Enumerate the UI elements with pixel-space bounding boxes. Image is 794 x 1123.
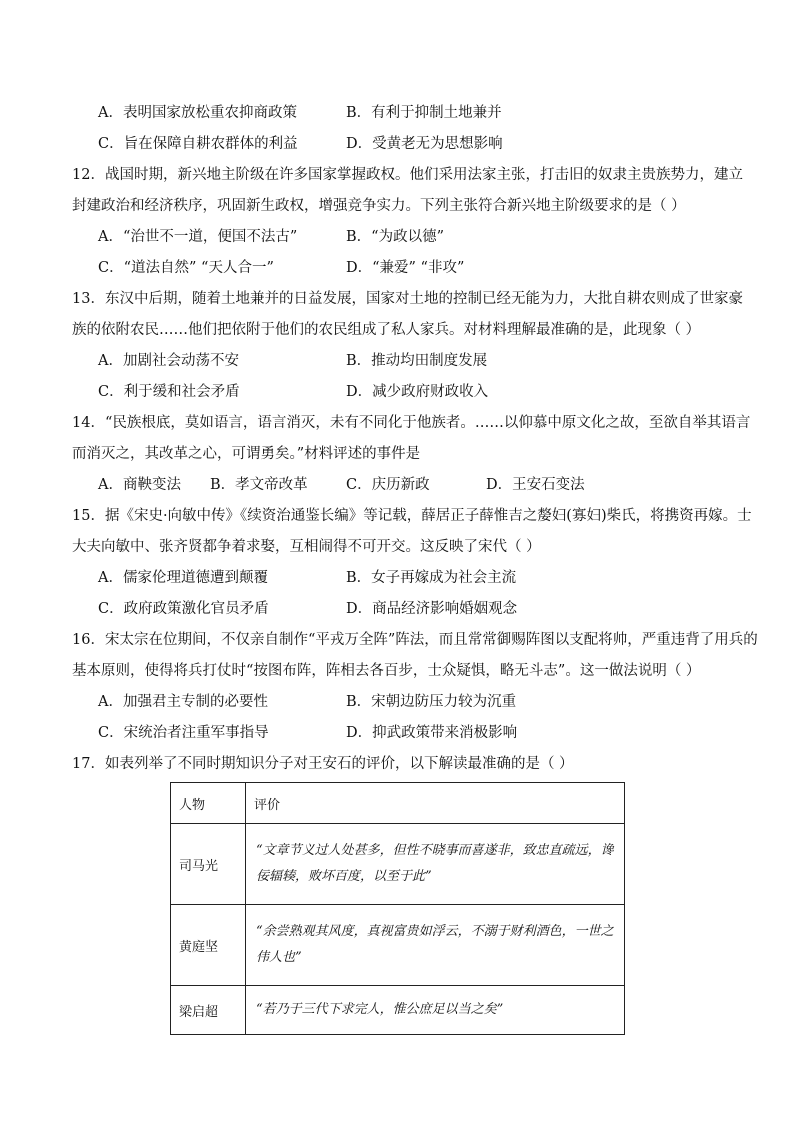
q16-option-b: B．宋朝边防压力较为沉重	[346, 694, 517, 710]
table-cell-comment: “若乃于三代下求完人，惟公庶足以当之矣”	[246, 986, 625, 1035]
q13-option-a: A．加剧社会动荡不安	[98, 353, 239, 369]
q12-option-a: A．“治世不一道，便国不法古”	[98, 229, 298, 245]
q11-option-c: C．旨在保障自耕农群体的利益	[98, 136, 298, 152]
table-cell-comment: “文章节义过人处甚多，但性不晓事而喜遂非，致忠直疏远，谗佞辐辏，败坏百度，以至于此”	[246, 824, 625, 905]
q15-stem-line1: 15．据《宋史·向敏中传》《续资治通鉴长编》等记载，薛居正子薛惟吉之嫠妇(寡妇)柴氏，将携资再嫁。士	[72, 508, 752, 524]
q15-option-d: D．商品经济影响婚姻观念	[346, 601, 518, 617]
table-cell-comment: “余尝熟观其风度，真视富贵如浮云，不溺于财利酒色，一世之伟人也”	[246, 905, 625, 986]
q14-option-a: A．商鞅变法	[98, 477, 181, 493]
q13-option-b: B．推动均田制度发展	[346, 353, 488, 369]
table-header-comment: 评价	[246, 783, 625, 824]
q14-stem-line2: 而消灭之，其改革之心，可谓勇矣。”材料评述的事件是	[72, 446, 421, 462]
q11-option-a: A．表明国家放松重农抑商政策	[98, 105, 297, 121]
table-header-person: 人物	[171, 783, 246, 824]
table-cell-person: 司马光	[171, 824, 246, 905]
q13-option-d: D．减少政府财政收入	[346, 384, 489, 400]
q15-stem-line2: 大夫向敏中、张齐贤都争着求娶，互相闹得不可开交。这反映了宋代（ ）	[72, 539, 541, 555]
q14-option-c: C．庆历新政	[346, 477, 430, 493]
q12-stem-line2: 封建政治和经济秩序，巩固新生政权，增强竞争实力。下列主张符合新兴地主阶级要求的是（ ）	[72, 198, 686, 214]
evaluation-table	[170, 782, 625, 1035]
q15-option-b: B．女子再嫁成为社会主流	[346, 570, 517, 586]
table-cell-person: 黄庭坚	[171, 905, 246, 986]
q15-option-c: C．政府政策激化官员矛盾	[98, 601, 269, 617]
q13-option-c: C．利于缓和社会矛盾	[98, 384, 240, 400]
table-row	[171, 905, 625, 986]
q17-stem-line1: 17．如表列举了不同时期知识分子对王安石的评价，以下解读最准确的是（ ）	[72, 756, 574, 772]
q15-option-a: A．儒家伦理道德遭到颠覆	[98, 570, 268, 586]
q12-option-b: B．“为政以德”	[346, 229, 444, 245]
q12-option-c: C．“道法自然” “天人合一”	[98, 260, 274, 276]
q14-option-d: D．王安石变法	[486, 477, 585, 493]
q11-option-d: D．受黄老无为思想影响	[346, 136, 503, 152]
table-row	[171, 986, 625, 1035]
q13-stem-line1: 13．东汉中后期，随着土地兼并的日益发展，国家对土地的控制已经无能为力，大批自耕农则成了世家豪	[72, 291, 743, 307]
q14-stem-line1: 14．“民族根底，莫如语言，语言消灭，未有不同化于他族者。……以仰慕中原文化之故，至欲自举其语言	[72, 415, 751, 431]
table-cell-person: 梁启超	[171, 986, 246, 1035]
q12-option-d: D．“兼爱” “非攻”	[346, 260, 465, 276]
q16-stem-line2: 基本原则，使得将兵打仗时“按图布阵，阵相去各百步，士众疑惧，略无斗志”。这一做法说明（ ）	[72, 663, 701, 679]
q14-option-b: B．孝文帝改革	[210, 477, 308, 493]
q11-option-b: B．有利于抑制土地兼并	[346, 105, 502, 121]
q13-stem-line2: 族的依附农民……他们把依附于他们的农民组成了私人家兵。对材料理解最准确的是，此现象（ ）	[72, 322, 701, 338]
table-row	[171, 824, 625, 905]
q16-option-c: C．宋统治者注重军事指导	[98, 725, 269, 741]
q12-stem-line1: 12．战国时期，新兴地主阶级在许多国家掌握政权。他们采用法家主张，打击旧的奴隶主贵族势力，建立	[72, 167, 743, 183]
q16-option-a: A．加强君主专制的必要性	[98, 694, 268, 710]
q16-stem-line1: 16．宋太宗在位期间，不仅亲自制作“平戎万全阵”阵法，而且常常御赐阵图以支配将帅，严重违背了用兵的	[72, 632, 758, 648]
q16-option-d: D．抑武政策带来消极影响	[346, 725, 518, 741]
table-header-row	[171, 783, 625, 824]
